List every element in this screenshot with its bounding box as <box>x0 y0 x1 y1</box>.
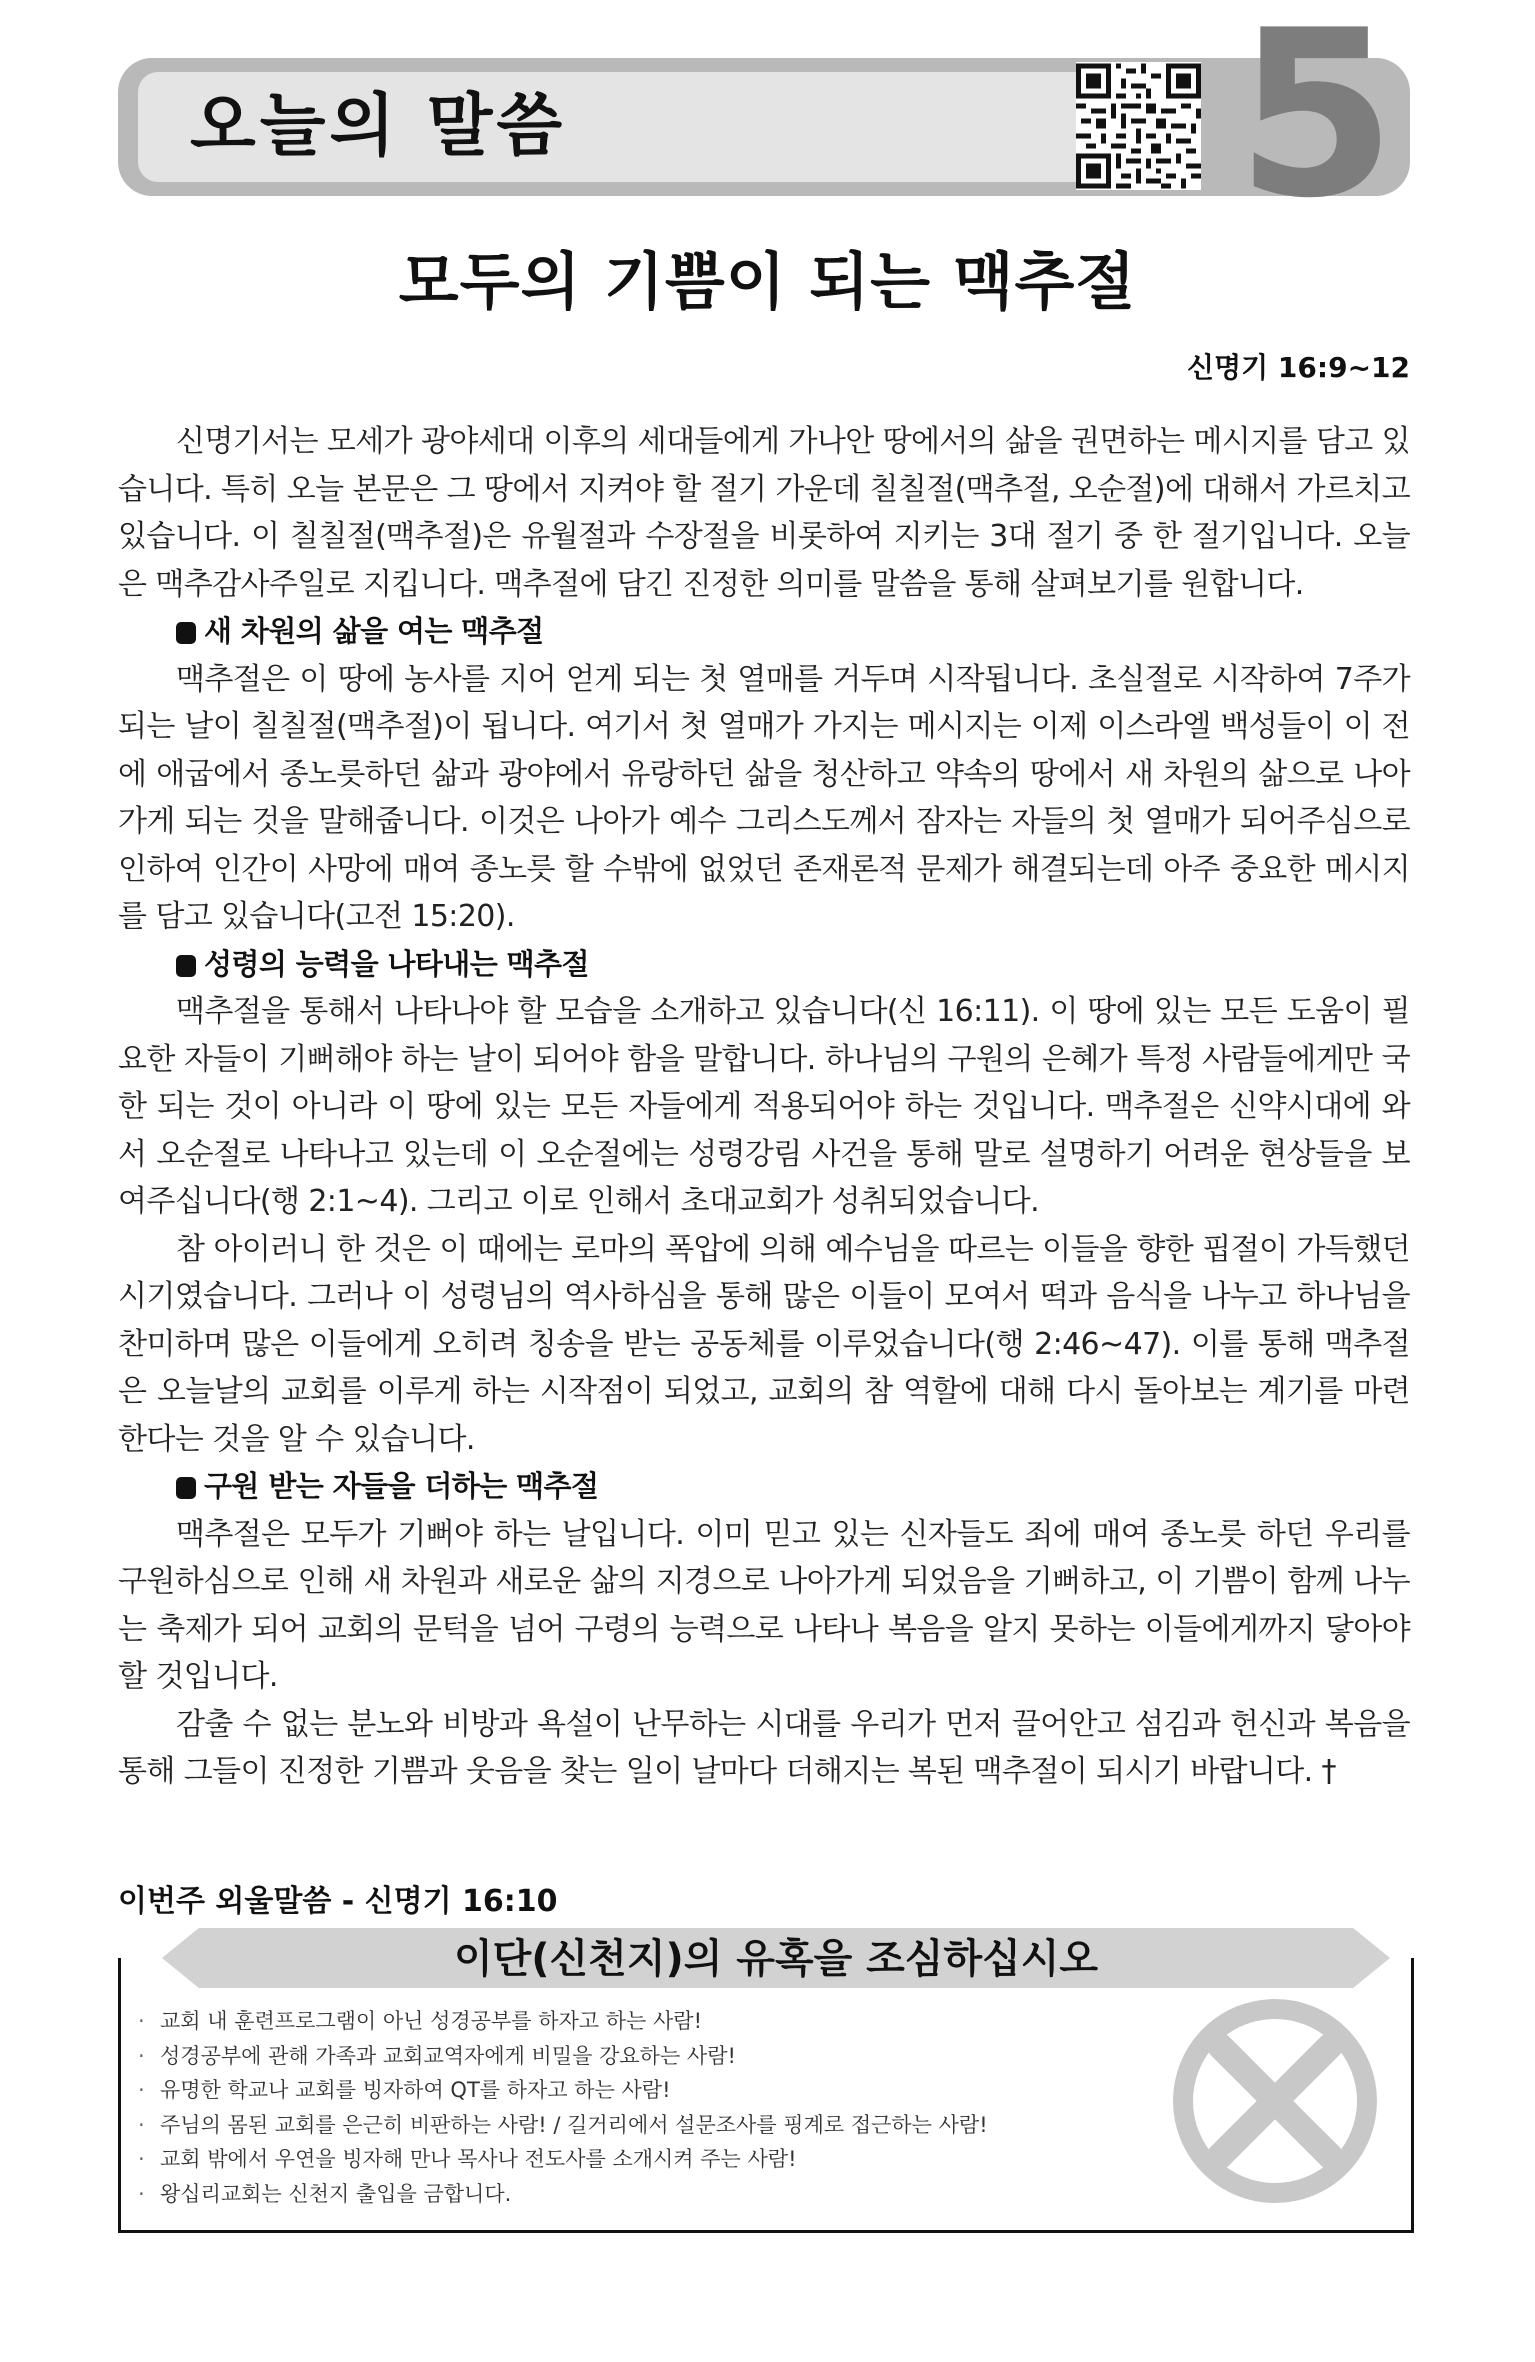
page-number: 5 <box>1235 0 1397 249</box>
section-title: 오늘의 말씀 <box>190 87 567 166</box>
body-paragraph: 맥추절을 통해서 나타나야 할 모습을 소개하고 있습니다(신 16:11). 이 땅에 있는 모든 도움이 필요한 자들이 기뻐해야 하는 날이 되어야 함을 말합니다. 하나님의 구원의 은혜가 특정 사람들에게만 국한 되는 것이 아니라 이 땅에 있는 모든 자들에게 적용되어야 하는 것입니다. 맥추절은 신약시대에 와서 오순절로 나타나고 있는데 이 오순절에는 성령강림 사건을 통해 말로 설명하기 어려운 현상들을 보여주십니다(행 2:1~4). 그리고 이로 인해서 초대교회가 성취되었습니다. <box>118 994 1410 1219</box>
list-item: · 교회 밖에서 우연을 빙자해 만나 목사나 전도사를 소개시켜 주는 사람! <box>138 2147 797 2171</box>
heading-bullet-icon <box>176 1477 196 1499</box>
warning-list <box>138 2004 988 2211</box>
list-item: · 성경공부에 관해 가족과 교회교역자에게 비밀을 강요하는 사람! <box>138 2043 736 2068</box>
body-paragraph: 맥추절은 이 땅에 농사를 지어 얻게 되는 첫 열매를 거두며 시작됩니다. 초실절로 시작하여 7주가 되는 날이 칠칠절(맥추절)이 됩니다. 여기서 첫 열매가 가지는 메시지는 이제 이스라엘 백성들이 이 전에 애굽에서 종노릇하던 삶과 광야에서 유랑하던 삶을 청산하고 약속의 땅에서 새 차원의 삶으로 나아가게 되는 것을 말해줍니다. 이것은 나아가 예수 그리스도께서 잠자는 자들의 첫 열매가 되어주심으로 인하여 인간이 사망에 매여 종노릇 할 수밖에 없었던 존재론적 문제가 해결되는데 아주 중요한 메시지를 담고 있습니다(고전 15:20). <box>118 661 1410 934</box>
list-item: · 유명한 학교나 교회를 빙자하여 QT를 하자고 하는 사람! <box>138 2078 671 2102</box>
heading-bullet-icon <box>176 955 196 977</box>
section-heading: 성령의 능력을 나타내는 맥추절 <box>118 941 1410 989</box>
warning-title: 이단(신천지)의 유혹을 조심하십시오 <box>453 1936 1098 1982</box>
weekly-memory-verse: 이번주 외울말씀 - 신명기 16:10 <box>118 1884 558 1919</box>
qr-code-icon[interactable] <box>1076 62 1201 190</box>
body-paragraph: 참 아이러니 한 것은 이 때에는 로마의 폭압에 의해 예수님을 따르는 이들을 향한 핍절이 가득했던 시기였습니다. 그러나 이 성령님의 역사하심을 통해 많은 이들이 모여서 떡과 음식을 나누고 하나님을 찬미하며 많은 이들에게 오히려 칭송을 받는 공동체를 이루었습니다(행 2:46~47). 이를 통해 맥추절은 오늘날의 교회를 이루게 하는 시작점이 되었고, 교회의 참 역할에 대해 다시 돌아보는 계기를 마련한다는 것을 알 수 있습니다. <box>118 1231 1410 1457</box>
list-item: · 교회 내 훈련프로그램이 아닌 성경공부를 하자고 하는 사람! <box>138 2009 703 2033</box>
article-title: 모두의 기쁨이 되는 맥추절 <box>398 245 1137 318</box>
body-paragraph: 맥추절은 모두가 기뻐야 하는 날입니다. 이미 믿고 있는 신자들도 죄에 매여 종노릇 하던 우리를 구원하심으로 인해 새 차원과 새로운 삶의 지경으로 나아가게 되었음을 기뻐하고, 이 기쁨이 함께 나누는 축제가 되어 교회의 문턱을 넘어 구령의 능력으로 나타나 복음을 알지 못하는 이들에게까지 닿아야 할 것입니다. <box>118 1516 1410 1694</box>
list-item: · 주님의 몸된 교회를 은근히 비판하는 사람! / 길거리에서 설문조사를 핑계로 접근하는 사람! <box>138 2112 988 2137</box>
scripture-reference: 신명기 16:9~12 <box>1187 351 1410 384</box>
article-body <box>118 418 1410 1796</box>
section-heading: 새 차원의 삶을 여는 맥추절 <box>118 608 1410 656</box>
body-paragraph: 감출 수 없는 분노와 비방과 욕설이 난무하는 시대를 우리가 먼저 끌어안고 섬김과 헌신과 복음을 통해 그들이 진정한 기쁨과 웃음을 찾는 일이 날마다 더해지는 복된 맥추절이 되시기 바랍니다. † <box>118 1706 1410 1789</box>
heading-bullet-icon <box>176 622 196 644</box>
intro-paragraph: 신명기서는 모세가 광야세대 이후의 세대들에게 가나안 땅에서의 삶을 권면하는 메시지를 담고 있습니다. 특히 오늘 본문은 그 땅에서 지켜야 할 절기 가운데 칠칠절(맥추절, 오순절)에 대해서 가르치고 있습니다. 이 칠칠절(맥추절)은 유월절과 수장절을 비롯하여 지키는 3대 절기 중 한 절기입니다. 오늘은 맥추감사주일로 지킵니다. 맥추절에 담긴 진정한 의미를 말씀을 통해 살펴보기를 원합니다. <box>118 424 1410 602</box>
list-item: · 왕십리교회는 신천지 출입을 금합니다. <box>138 2181 512 2206</box>
prohibited-x-icon <box>1172 1998 1378 2204</box>
section-heading: 구원 받는 자들을 더하는 맥추절 <box>118 1463 1410 1511</box>
